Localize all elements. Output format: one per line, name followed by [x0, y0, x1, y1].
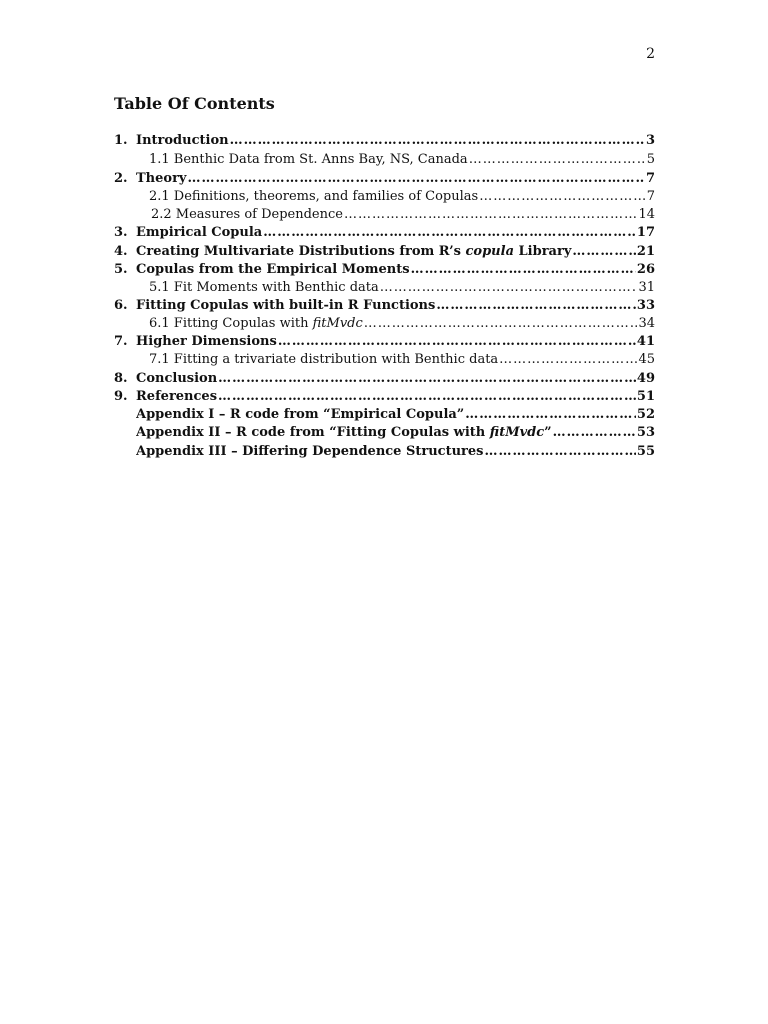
toc-entry-title: Fitting Copulas with built-in R Functions — [136, 298, 436, 313]
toc-subentry — [114, 315, 655, 333]
toc-leader-dots — [277, 333, 636, 351]
toc-entry-title: Conclusion — [136, 371, 218, 386]
toc-entry-title: 2.1 Definitions, theorems, and families of Copulas — [149, 189, 479, 204]
toc-entry — [114, 261, 655, 279]
toc-entry-title: Appendix III – Differing Dependence Structures — [136, 444, 484, 459]
toc-leader-dots — [410, 261, 636, 279]
toc-entry-number: 9. — [114, 389, 128, 404]
toc-leader-dots — [379, 279, 638, 297]
toc-subentry — [114, 206, 655, 224]
fitmvdc-function-name: fitMvdc — [312, 316, 363, 331]
toc-leader-dots — [468, 151, 646, 169]
toc-entry-page: 41 — [636, 334, 655, 349]
toc-entry — [114, 370, 655, 388]
toc-entry-title: 7.1 Fitting a trivariate distribution with Benthic data — [149, 352, 499, 367]
toc-entry-number: 2. — [114, 171, 128, 186]
toc-appendix-entry — [114, 443, 655, 461]
toc-entry-title: 1.1 Benthic Data from St. Anns Bay, NS, Canada — [149, 152, 468, 167]
toc-entry-page: 17 — [636, 225, 655, 240]
toc-entry-page: 5 — [646, 152, 655, 167]
fitmvdc-function-name: fitMvdc — [489, 425, 545, 440]
toc-entry-title: 2.2 Measures of Dependence — [151, 207, 343, 222]
toc-leader-dots — [186, 170, 644, 188]
toc-entry-number: 3. — [114, 225, 128, 240]
toc-leader-dots — [343, 206, 638, 224]
toc-subentry — [114, 151, 655, 169]
toc-entry — [114, 243, 655, 261]
toc-subentry — [114, 188, 655, 206]
toc-entry-number: 7. — [114, 334, 128, 349]
toc-entry-title: Appendix II – R code from “Fitting Copulas with fitMvdc” — [136, 425, 552, 440]
toc-entry-page: 49 — [636, 371, 655, 386]
toc-entry-number: 8. — [114, 371, 128, 386]
toc-entry — [114, 132, 655, 150]
toc-entry-page: 26 — [636, 262, 655, 277]
toc-leader-dots — [217, 388, 636, 406]
toc-entry-page: 45 — [638, 352, 655, 367]
toc-entry-page: 14 — [638, 207, 655, 222]
toc-leader-dots — [229, 132, 645, 150]
toc-entry-title: References — [136, 389, 218, 404]
toc-leader-dots — [498, 351, 637, 369]
toc-leader-dots — [478, 188, 646, 206]
toc-leader-dots — [552, 424, 636, 442]
toc-entry-page: 7 — [646, 189, 655, 204]
toc-entry-title: Theory — [136, 171, 187, 186]
copula-library-name: copula — [465, 244, 514, 259]
toc-entry — [114, 333, 655, 351]
toc-entry-page: 31 — [638, 280, 655, 295]
toc-entry-number: 1. — [114, 133, 128, 148]
toc-entry-page: 55 — [636, 444, 655, 459]
toc-leader-dots — [483, 443, 635, 461]
toc-entry — [114, 170, 655, 188]
toc-entry-title: Appendix I – R code from “Empirical Copula” — [136, 407, 465, 422]
toc-leader-dots — [571, 243, 636, 261]
toc-entry — [114, 297, 655, 315]
toc-entry-page: 53 — [636, 425, 655, 440]
page-number: 2 — [646, 46, 655, 62]
toc-entry-number: 5. — [114, 262, 128, 277]
toc-entry-page: 3 — [645, 133, 655, 148]
toc-entry-title: 6.1 Fitting Copulas with fitMvdc — [149, 316, 363, 331]
toc-leader-dots — [464, 406, 636, 424]
toc-leader-dots — [435, 297, 636, 315]
toc-subentry — [114, 351, 655, 369]
toc-title: Table Of Contents — [114, 94, 275, 113]
toc-entry-title: Empirical Copula — [136, 225, 263, 240]
toc-entry-page: 33 — [636, 298, 655, 313]
toc-entry-page: 51 — [636, 389, 655, 404]
toc-leader-dots — [217, 370, 636, 388]
toc-leader-dots — [363, 315, 638, 333]
toc-appendix-entry — [114, 424, 655, 442]
toc-entry-page: 52 — [636, 407, 655, 422]
toc-entry-title: Creating Multivariate Distributions from R’s copula Library — [136, 244, 572, 259]
toc-entry-title: Higher Dimensions — [136, 334, 277, 349]
toc-appendix-entry — [114, 406, 655, 424]
toc-entry-number: 6. — [114, 298, 128, 313]
toc-leader-dots — [262, 224, 636, 242]
toc-entry-title: 5.1 Fit Moments with Benthic data — [149, 280, 379, 295]
toc-entry-page: 7 — [645, 171, 655, 186]
toc-entry-number: 4. — [114, 244, 128, 259]
toc-subentry — [114, 279, 655, 297]
toc-entry-title: Introduction — [136, 133, 229, 148]
toc-entry — [114, 224, 655, 242]
toc-entry-page: 34 — [638, 316, 655, 331]
toc-entry-page: 21 — [636, 244, 655, 259]
toc-entry-title: Copulas from the Empirical Moments — [136, 262, 410, 277]
toc-entry — [114, 388, 655, 406]
